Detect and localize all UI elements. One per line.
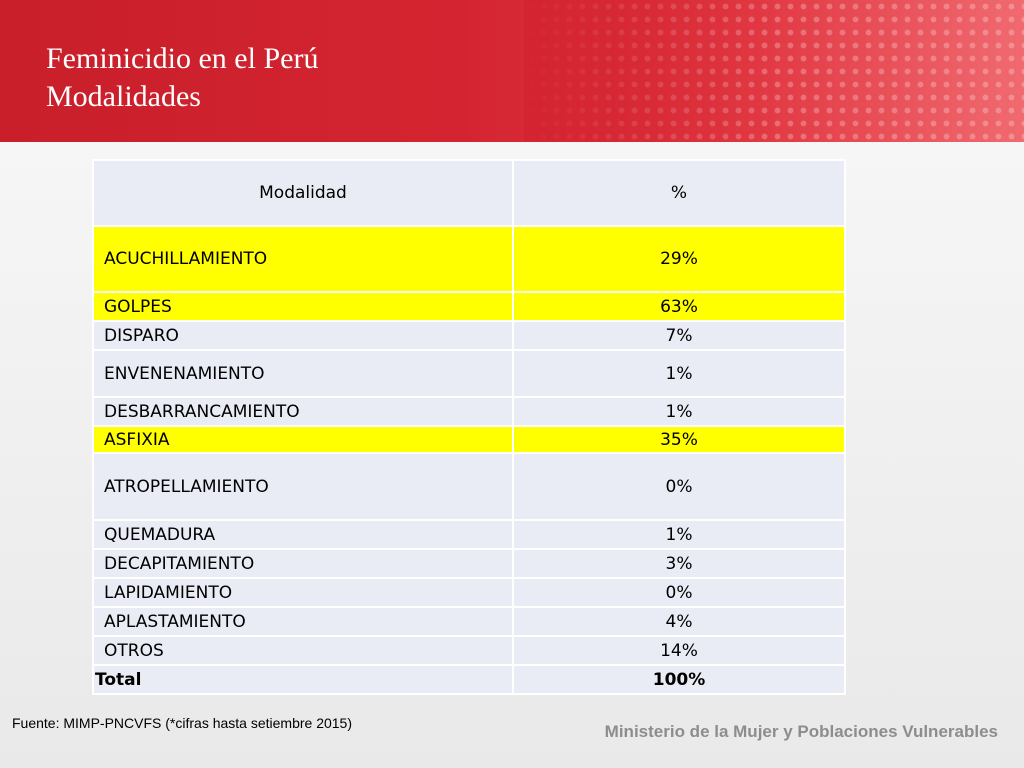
slide-title-line-1: Feminicidio en el Perú (46, 42, 319, 75)
percent-cell: 0% (513, 453, 845, 520)
percent-cell: 4% (513, 607, 845, 636)
modalidad-cell: LAPIDAMIENTO (93, 578, 513, 607)
modalidad-cell: APLASTAMIENTO (93, 607, 513, 636)
header-banner (0, 0, 1024, 142)
table-total-row (93, 665, 845, 694)
percent-cell: 1% (513, 520, 845, 549)
modalidades-table (92, 159, 846, 695)
dot-pattern-fade (524, 0, 774, 142)
table-row (93, 292, 845, 321)
table-header-row (93, 160, 845, 226)
modalidad-cell: ATROPELLAMIENTO (93, 453, 513, 520)
modalidad-cell: DECAPITAMIENTO (93, 549, 513, 578)
percent-cell: 29% (513, 226, 845, 292)
table-row (93, 350, 845, 397)
modalidad-cell: ASFIXIA (93, 426, 513, 453)
modalidad-cell: DISPARO (93, 321, 513, 350)
slide-title-line-2: Modalidades (46, 80, 201, 113)
column-header-modalidad: Modalidad (93, 160, 513, 226)
modalidad-cell: ACUCHILLAMIENTO (93, 226, 513, 292)
modalidad-cell: DESBARRANCAMIENTO (93, 397, 513, 426)
modalidad-cell: OTROS (93, 636, 513, 665)
percent-cell: 7% (513, 321, 845, 350)
table-row (93, 453, 845, 520)
percent-cell: 1% (513, 397, 845, 426)
source-footnote: Fuente: MIMP-PNCVFS (*cifras hasta setiembre 2015) (12, 715, 353, 731)
table-row (93, 426, 845, 453)
column-header-percent: % (513, 160, 845, 226)
percent-cell: 14% (513, 636, 845, 665)
modalidad-cell: GOLPES (93, 292, 513, 321)
modalidad-cell: ENVENENAMIENTO (93, 350, 513, 397)
table-row (93, 397, 845, 426)
table-row (93, 321, 845, 350)
total-label-cell: Total (93, 665, 513, 694)
table-row (93, 520, 845, 549)
modalidad-cell: QUEMADURA (93, 520, 513, 549)
percent-cell: 1% (513, 350, 845, 397)
percent-cell: 63% (513, 292, 845, 321)
percent-cell: 0% (513, 578, 845, 607)
table-row (93, 636, 845, 665)
total-percent-cell: 100% (513, 665, 845, 694)
slide-title (46, 40, 318, 116)
table-row (93, 226, 845, 292)
table-row (93, 607, 845, 636)
table-row (93, 578, 845, 607)
ministry-name: Ministerio de la Mujer y Poblaciones Vulnerables (604, 722, 998, 741)
table-row (93, 549, 845, 578)
percent-cell: 3% (513, 549, 845, 578)
percent-cell: 35% (513, 426, 845, 453)
